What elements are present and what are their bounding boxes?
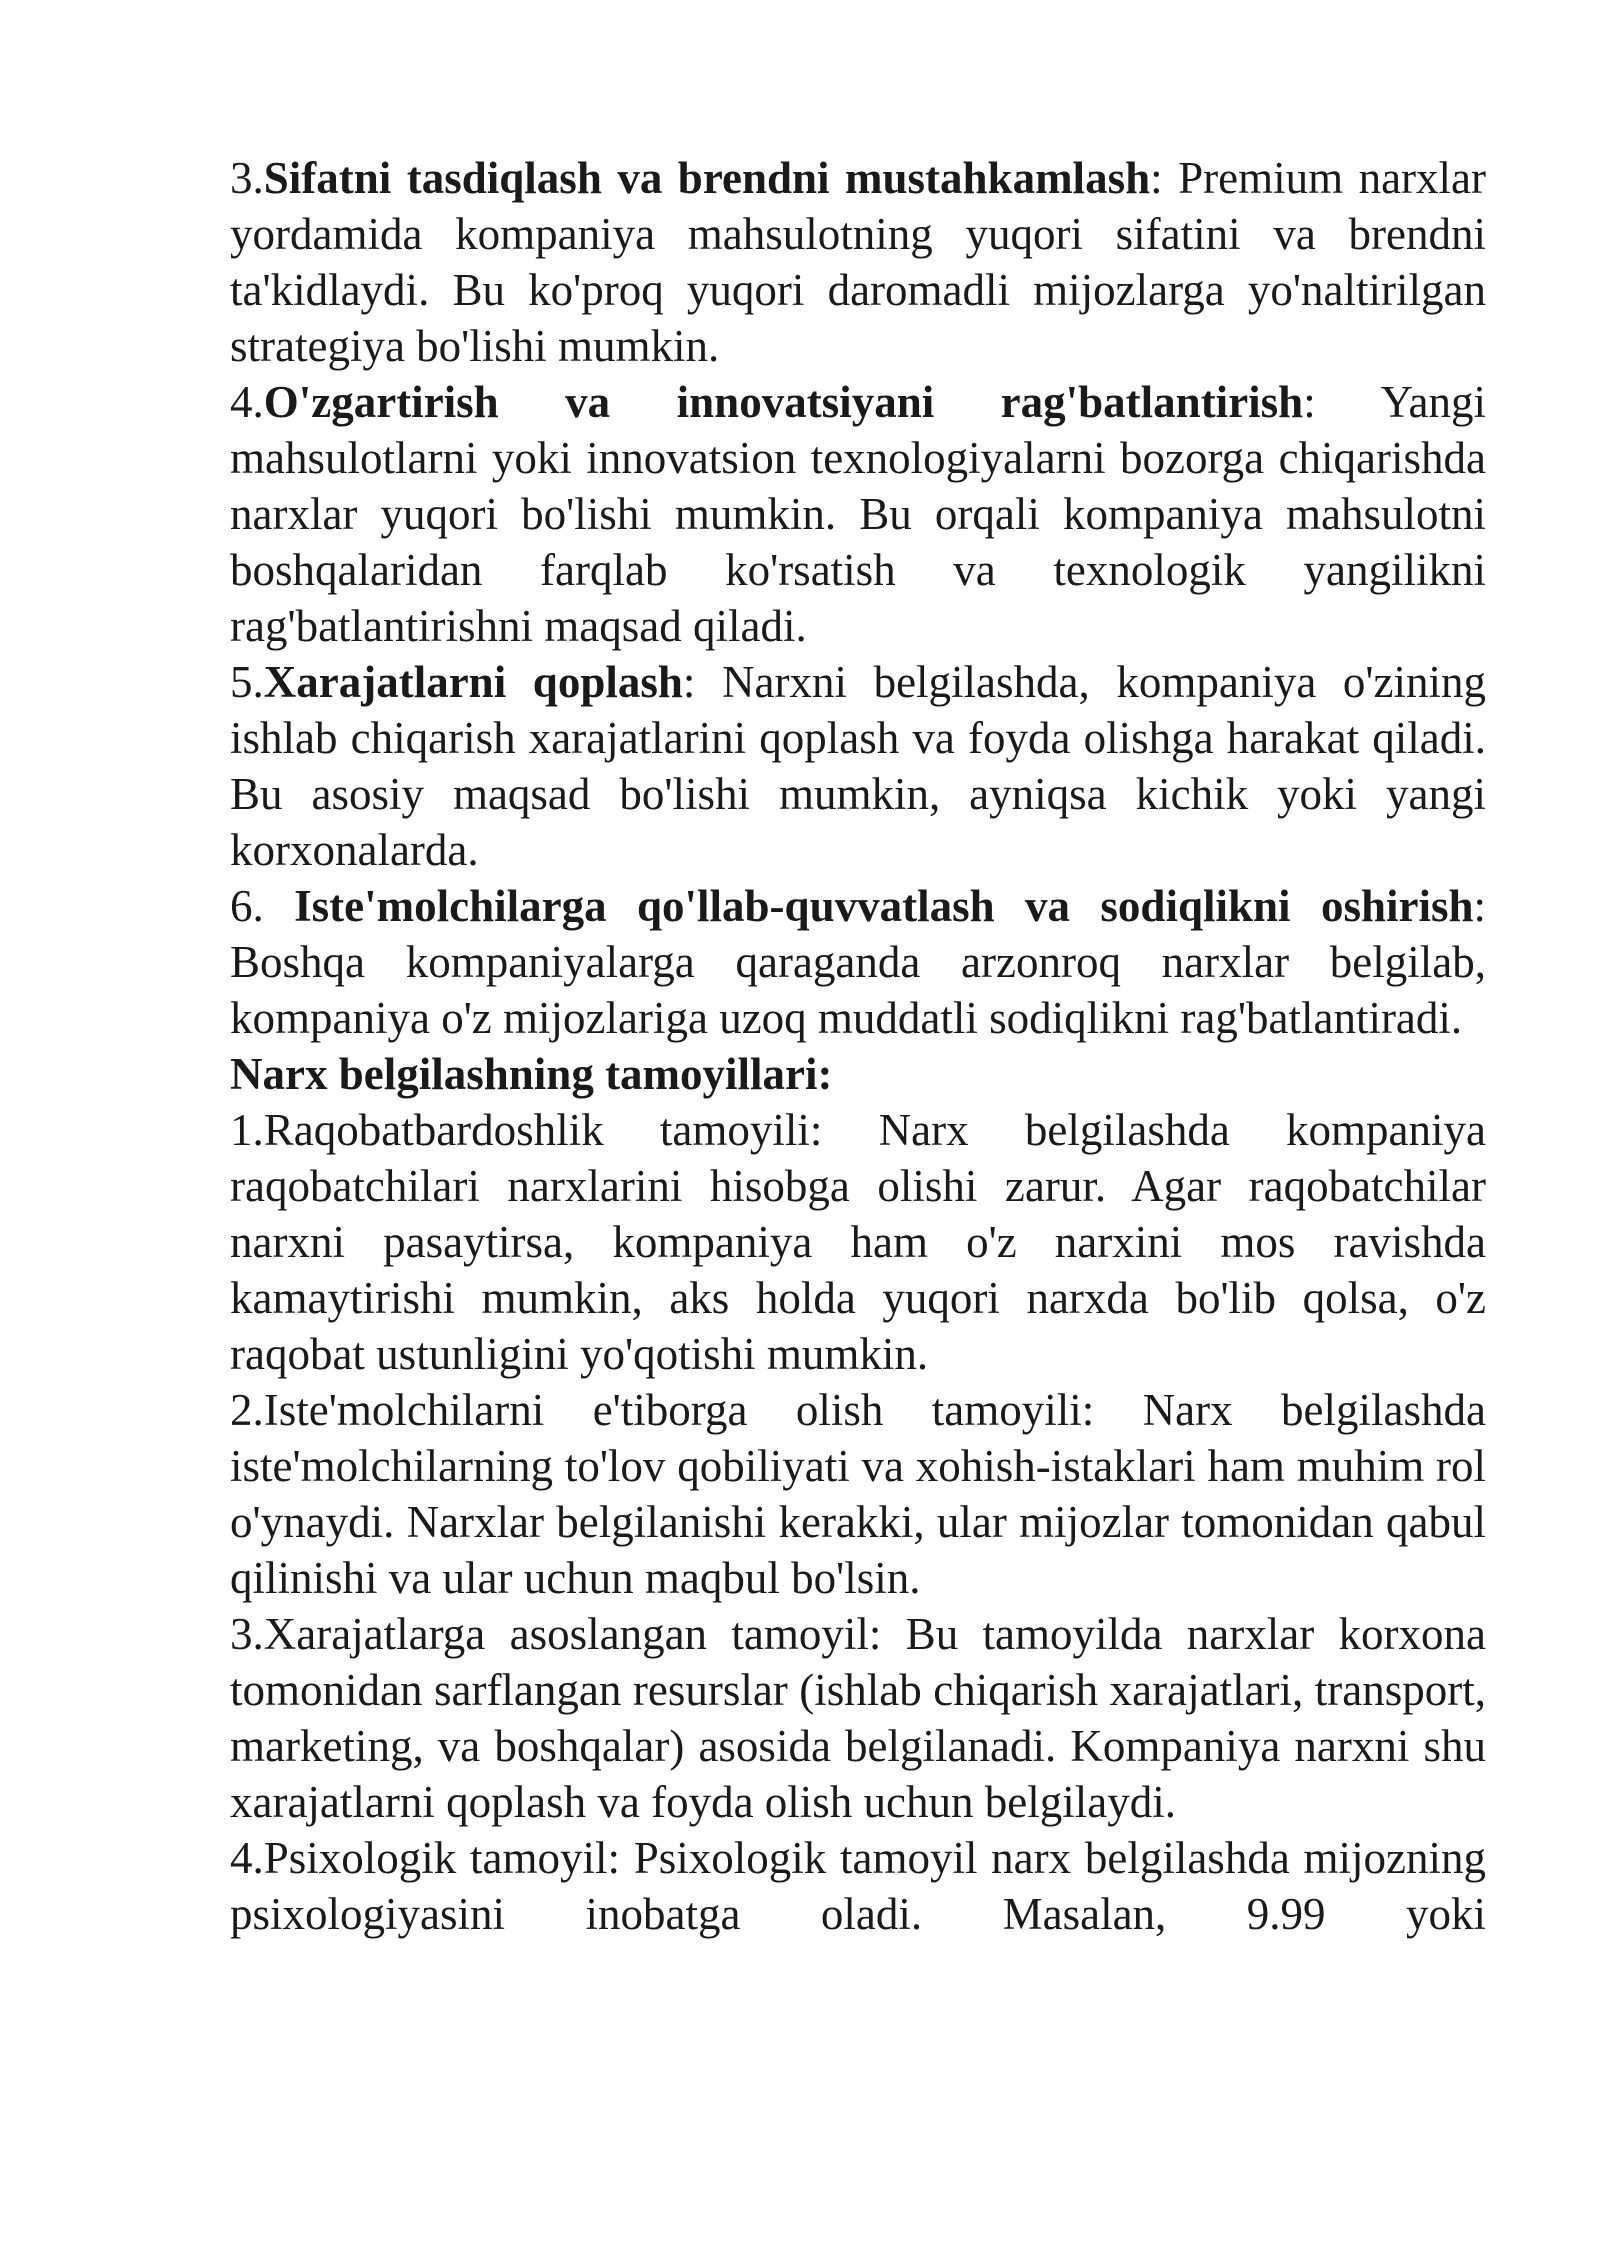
- principle-item-2: 2.Iste'molchilarni e'tiborga olish tamoyili: Narx belgilashda iste'molchilarning to'lov qobiliyati va xohish-istaklari ham muhim rol o'ynaydi. Narxlar belgilanishi kerakki, ular mijozlar tomonidan qabul qilinishi va ular uchun maqbul bo'lsin.: [230, 1385, 1486, 1603]
- goal-text: Narxni belgilashda, kompaniya o'zining ishlab chiqarish xarajatlarini qoplash va foyda olishga harakat qiladi. Bu asosiy maqsad bo'lishi mumkin, ayniqsa kichik yoki yangi korxonalarda.: [230, 657, 1487, 875]
- goal-text: Yangi mahsulotlarni yoki innovatsion texnologiyalarni bozorga chiqarishda narxlar yuqori bo'lishi mumkin. Bu orqali kompaniya mahsulotni boshqalaridan farqlab ko'rsatish va texnologik yangilikni rag'batlantirishni maqsad qiladi.: [230, 377, 1486, 651]
- goal-item-4: [230, 374, 1486, 654]
- principle-item-3: 3.Xarajatlarga asoslangan tamoyil: Bu tamoyilda narxlar korxona tomonidan sarflangan resurslar (ishlab chiqarish xarajatlari, transport, marketing, va boshqalar) asosida belgilanadi. Kompaniya narxni shu xarajatlarni qoplash va foyda olish uchun belgilaydi.: [230, 1609, 1486, 1827]
- goal-number: 3.: [230, 153, 264, 203]
- goal-item-5: [230, 654, 1486, 878]
- goal-number: 5.: [230, 657, 264, 707]
- goal-separator: :: [1473, 881, 1487, 931]
- goal-text: Boshqa kompaniyalarga qaraganda arzonroq narxlar belgilab, kompaniya o'z mijozlariga uzoq muddatli sodiqlikni rag'batlantiradi.: [230, 937, 1486, 1043]
- goal-term: Sifatni tasdiqlash va brendni mustahkamlash: [263, 153, 1151, 203]
- goal-number: 4.: [230, 377, 264, 427]
- goal-text: Premium narxlar yordamida kompaniya mahsulotning yuqori sifatini va brendni ta'kidlaydi. Bu ko'proq yuqori daromadli mijozlarga yo'naltirilgan strategiya bo'lishi mumkin.: [230, 153, 1486, 371]
- goal-item-3: [230, 150, 1486, 374]
- section-heading: Narx belgilashning tamoyillari:: [230, 1049, 833, 1099]
- goal-separator: :: [1303, 377, 1316, 427]
- goal-number: 6.: [230, 881, 295, 931]
- goal-separator: :: [682, 657, 696, 707]
- goal-term: Xarajatlarni qoplash: [263, 657, 683, 707]
- goal-term: O'zgartirish va innovatsiyani rag'batlantirish: [263, 377, 1304, 427]
- goal-item-6: [230, 878, 1486, 1046]
- principle-item-1: 1.Raqobatbardoshlik tamoyili: Narx belgilashda kompaniya raqobatchilari narxlarini hisobga olishi zarur. Agar raqobatchilar narxni pasaytirsa, kompaniya ham o'z narxini mos ravishda kamaytirishi mumkin, aks holda yuqori narxda bo'lib qolsa, o'z raqobat ustunligini yo'qotishi mumkin.: [230, 1105, 1486, 1379]
- goal-term: Iste'molchilarga qo'llab-quvvatlash va sodiqlikni oshirish: [294, 881, 1474, 931]
- principle-item-4: 4.Psixologik tamoyil: Psixologik tamoyil narx belgilashda mijozning psixologiyasini inobatga oladi. Masalan, 9.99 yoki: [230, 1833, 1486, 1939]
- goal-separator: :: [1150, 153, 1163, 203]
- document-page: [230, 150, 1486, 1942]
